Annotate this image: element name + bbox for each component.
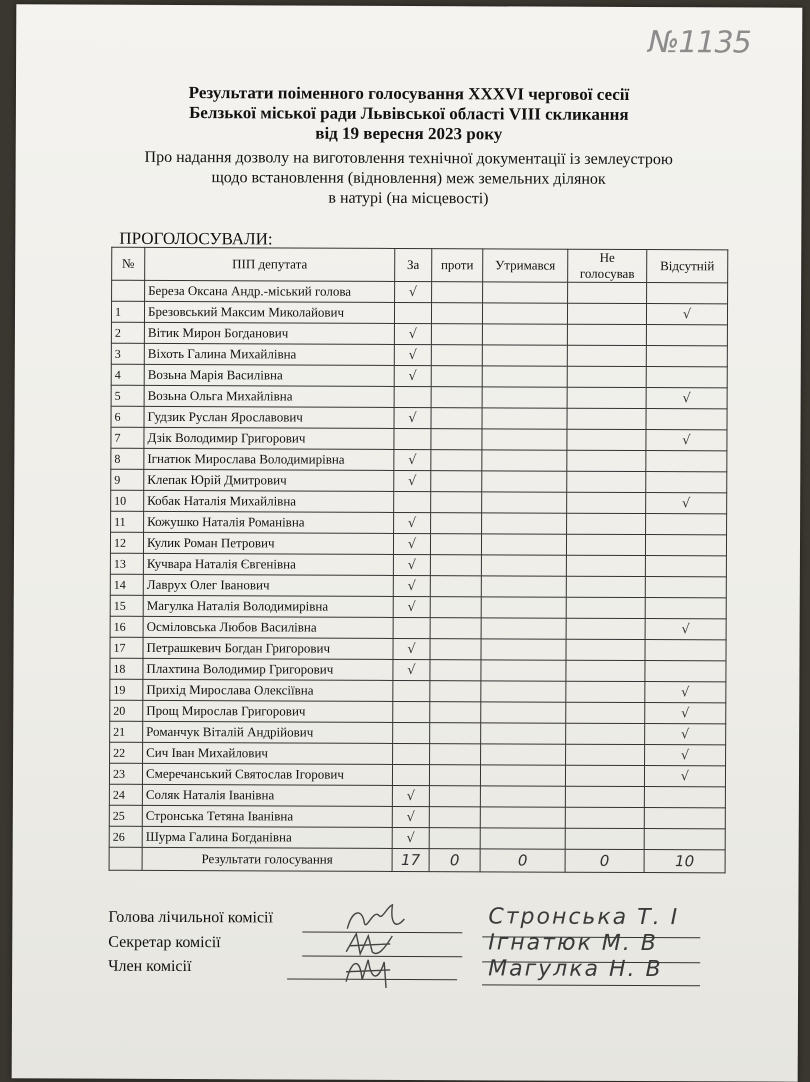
vote-for-cell: √ bbox=[393, 575, 430, 596]
vote-not-voted-cell bbox=[567, 366, 646, 387]
vote-absent-cell bbox=[646, 514, 727, 535]
subject-line: в натурі (на місцевості) bbox=[328, 189, 489, 208]
vote-not-voted-cell bbox=[566, 744, 645, 765]
table-row bbox=[109, 763, 725, 787]
vote-against-cell bbox=[431, 366, 482, 387]
vote-abstained-cell bbox=[482, 387, 567, 408]
vote-not-voted-cell bbox=[566, 576, 645, 597]
deputy-name: Брезовський Максим Миколайович bbox=[144, 301, 394, 323]
vote-for-cell: √ bbox=[393, 659, 430, 680]
vote-abstained-cell bbox=[482, 492, 567, 513]
row-number: 20 bbox=[110, 700, 143, 721]
vote-abstained-cell bbox=[482, 408, 567, 429]
table-row bbox=[110, 700, 726, 724]
signature-role: Голова лічильної комісії bbox=[108, 908, 274, 927]
vote-not-voted-cell bbox=[567, 303, 646, 324]
vote-absent-cell bbox=[646, 325, 727, 346]
row-number: 10 bbox=[111, 490, 144, 511]
vote-against-cell bbox=[430, 534, 481, 555]
table-row bbox=[111, 322, 727, 346]
table-row bbox=[110, 532, 726, 556]
row-number: 15 bbox=[110, 595, 143, 616]
vote-abstained-cell bbox=[481, 555, 566, 576]
vote-abstained-cell bbox=[481, 618, 566, 639]
deputy-name: Кулик Роман Петрович bbox=[143, 532, 393, 554]
vote-against-cell bbox=[431, 345, 482, 366]
vote-absent-cell bbox=[647, 283, 728, 304]
vote-not-voted-cell bbox=[567, 324, 646, 345]
vote-absent-cell: √ bbox=[644, 766, 725, 787]
vote-abstained-cell bbox=[482, 450, 567, 471]
table-row bbox=[111, 301, 727, 325]
result-abstained: 0 bbox=[480, 849, 565, 872]
vote-against-cell bbox=[431, 387, 482, 408]
vote-absent-cell bbox=[644, 829, 725, 850]
deputy-name: Кожушко Наталія Романівна bbox=[144, 511, 394, 533]
table-row bbox=[110, 721, 726, 745]
vote-absent-cell: √ bbox=[645, 682, 726, 703]
vote-abstained-cell bbox=[480, 828, 565, 849]
vote-against-cell bbox=[430, 702, 481, 723]
vote-against-cell bbox=[431, 513, 482, 534]
col-not-voted: Не голосував bbox=[568, 249, 647, 282]
vote-absent-cell: √ bbox=[646, 493, 727, 514]
vote-abstained-cell bbox=[482, 429, 567, 450]
row-number: 21 bbox=[110, 721, 143, 742]
vote-not-voted-cell bbox=[566, 702, 645, 723]
table-row bbox=[111, 427, 727, 451]
table-row bbox=[110, 658, 726, 682]
vote-not-voted-cell bbox=[565, 807, 644, 828]
table-row bbox=[112, 280, 728, 304]
table-row bbox=[111, 469, 727, 493]
row-number: 5 bbox=[111, 385, 144, 406]
table-header-row bbox=[112, 247, 728, 283]
vote-for-cell bbox=[393, 722, 430, 743]
vote-absent-cell bbox=[645, 598, 726, 619]
vote-abstained-cell bbox=[482, 471, 567, 492]
vote-abstained-cell bbox=[480, 786, 565, 807]
vote-against-cell bbox=[429, 786, 480, 807]
vote-against-cell bbox=[431, 450, 482, 471]
table-row bbox=[110, 679, 726, 703]
vote-for-cell: √ bbox=[394, 449, 431, 470]
results-num-cell bbox=[109, 847, 142, 870]
signature-name: Ігнатюк М. В bbox=[488, 930, 658, 957]
vote-against-cell bbox=[430, 744, 481, 765]
vote-for-cell: √ bbox=[395, 281, 432, 302]
vote-abstained-cell bbox=[482, 513, 567, 534]
vote-not-voted-cell bbox=[566, 639, 645, 660]
deputy-name: Кобак Наталія Михайлівна bbox=[144, 490, 394, 512]
vote-for-cell: √ bbox=[392, 827, 429, 848]
col-absent: Відсутній bbox=[647, 250, 728, 283]
table-row bbox=[111, 343, 727, 367]
deputy-name: Ігнатюк Мирослава Володимирівна bbox=[144, 448, 394, 470]
table-row bbox=[111, 511, 727, 535]
vote-against-cell bbox=[431, 471, 482, 492]
row-number bbox=[112, 280, 145, 301]
title-line: Белзької міської ради Львівської області VIII скликання bbox=[189, 103, 629, 124]
vote-not-voted-cell bbox=[567, 345, 646, 366]
vote-against-cell bbox=[431, 324, 482, 345]
vote-absent-cell bbox=[646, 451, 727, 472]
table-row bbox=[111, 385, 727, 409]
subject-line: щодо встановлення (відновлення) меж земельних ділянок bbox=[211, 169, 606, 188]
row-number: 16 bbox=[110, 616, 143, 637]
table-row bbox=[111, 406, 727, 430]
vote-not-voted-cell bbox=[567, 408, 646, 429]
table-row bbox=[109, 826, 725, 850]
subject-line: Про надання дозволу на виготовлення технічної документації із землеустрою bbox=[144, 148, 673, 169]
signature-name: Магулка Н. В bbox=[488, 956, 663, 983]
vote-for-cell: √ bbox=[392, 806, 429, 827]
deputy-name: Возьна Ольга Михайлівна bbox=[144, 385, 394, 407]
deputy-name: Лаврух Олег Іванович bbox=[143, 574, 393, 596]
vote-against-cell bbox=[430, 576, 481, 597]
deputy-name: Вітик Мирон Богданович bbox=[144, 322, 394, 344]
vote-against-cell bbox=[430, 723, 481, 744]
vote-not-voted-cell bbox=[567, 492, 646, 513]
vote-absent-cell bbox=[645, 640, 726, 661]
vote-for-cell bbox=[394, 491, 431, 512]
vote-absent-cell bbox=[646, 472, 727, 493]
table-row bbox=[110, 574, 726, 598]
col-abstained: Утримався bbox=[483, 249, 568, 282]
vote-for-cell: √ bbox=[394, 512, 431, 533]
vote-for-cell: √ bbox=[394, 407, 431, 428]
vote-abstained-cell bbox=[483, 282, 568, 303]
result-not-voted: 0 bbox=[565, 849, 644, 872]
vote-absent-cell: √ bbox=[645, 724, 726, 745]
vote-absent-cell bbox=[645, 556, 726, 577]
vote-for-cell bbox=[393, 617, 430, 638]
row-number: 7 bbox=[111, 427, 144, 448]
document-number: №1135 bbox=[648, 25, 751, 61]
table-row bbox=[110, 637, 726, 661]
vote-absent-cell bbox=[645, 535, 726, 556]
vote-against-cell bbox=[432, 282, 483, 303]
deputy-name: Віхоть Галина Михайлівна bbox=[144, 343, 394, 365]
vote-for-cell: √ bbox=[394, 470, 431, 491]
deputy-name: Романчук Віталій Андрійович bbox=[143, 721, 393, 743]
vote-abstained-cell bbox=[481, 702, 566, 723]
vote-not-voted-cell bbox=[568, 282, 647, 303]
table-row bbox=[110, 616, 726, 640]
vote-against-cell bbox=[430, 660, 481, 681]
vote-for-cell: √ bbox=[394, 365, 431, 386]
vote-abstained-cell bbox=[481, 576, 566, 597]
title-line: від 19 вересня 2023 року bbox=[315, 123, 503, 144]
vote-for-cell: √ bbox=[392, 785, 429, 806]
deputy-name: Смеречанський Святослав Ігорович bbox=[142, 763, 392, 785]
vote-for-cell: √ bbox=[394, 323, 431, 344]
vote-against-cell bbox=[430, 639, 481, 660]
col-against: проти bbox=[432, 249, 483, 282]
vote-abstained-cell bbox=[480, 807, 565, 828]
table-row bbox=[111, 490, 727, 514]
vote-absent-cell: √ bbox=[645, 745, 726, 766]
table-row bbox=[110, 742, 726, 766]
vote-not-voted-cell bbox=[566, 555, 645, 576]
col-number: № bbox=[112, 247, 145, 280]
row-number: 26 bbox=[109, 826, 142, 847]
deputy-name: Осміловська Любов Василівна bbox=[143, 616, 393, 638]
vote-absent-cell bbox=[646, 346, 727, 367]
row-number: 12 bbox=[110, 532, 143, 553]
vote-not-voted-cell bbox=[567, 513, 646, 534]
vote-absent-cell bbox=[644, 808, 725, 829]
col-for: За bbox=[395, 248, 432, 281]
deputy-name: Клепак Юрій Дмитрович bbox=[144, 469, 394, 491]
document-title bbox=[16, 82, 802, 145]
vote-against-cell bbox=[430, 618, 481, 639]
deputy-name: Петрашкевич Богдан Григорович bbox=[143, 637, 393, 659]
vote-not-voted-cell bbox=[567, 387, 646, 408]
row-number: 11 bbox=[111, 511, 144, 532]
row-number: 19 bbox=[110, 679, 143, 700]
deputy-name: Плахтина Володимир Григорович bbox=[143, 658, 393, 680]
row-number: 22 bbox=[110, 742, 143, 763]
result-absent: 10 bbox=[644, 850, 725, 873]
vote-abstained-cell bbox=[482, 345, 567, 366]
vote-for-cell: √ bbox=[393, 638, 430, 659]
vote-absent-cell: √ bbox=[645, 619, 726, 640]
results-row bbox=[109, 847, 725, 873]
vote-against-cell bbox=[429, 807, 480, 828]
vote-not-voted-cell bbox=[565, 828, 644, 849]
row-number: 8 bbox=[111, 448, 144, 469]
vote-against-cell bbox=[431, 408, 482, 429]
vote-against-cell bbox=[431, 492, 482, 513]
document-subject bbox=[15, 147, 801, 210]
voted-label: ПРОГОЛОСУВАЛИ: bbox=[119, 228, 273, 249]
vote-abstained-cell bbox=[482, 366, 567, 387]
deputy-name: Сич Іван Михайлович bbox=[143, 742, 393, 764]
vote-absent-cell: √ bbox=[646, 304, 727, 325]
vote-absent-cell: √ bbox=[646, 430, 727, 451]
vote-absent-cell bbox=[646, 409, 727, 430]
col-name: ПІП депутата bbox=[145, 247, 395, 281]
ballot-sheet bbox=[12, 4, 803, 1081]
deputy-name: Кучвара Наталія Євгенівна bbox=[143, 553, 393, 575]
vote-for-cell bbox=[393, 743, 430, 764]
vote-against-cell bbox=[431, 429, 482, 450]
vote-absent-cell bbox=[644, 787, 725, 808]
table-row bbox=[111, 364, 727, 388]
vote-absent-cell: √ bbox=[645, 703, 726, 724]
vote-not-voted-cell bbox=[566, 660, 645, 681]
row-number: 25 bbox=[109, 805, 142, 826]
table-row bbox=[109, 805, 725, 829]
deputy-name: Соляк Наталія Іванівна bbox=[142, 784, 392, 806]
row-number: 23 bbox=[109, 763, 142, 784]
table-row bbox=[111, 448, 727, 472]
vote-not-voted-cell bbox=[566, 618, 645, 639]
deputy-name: Дзік Володимир Григорович bbox=[144, 427, 394, 449]
deputy-name: Береза Оксана Андр.-міський голова bbox=[145, 280, 395, 302]
vote-abstained-cell bbox=[481, 660, 566, 681]
row-number: 1 bbox=[111, 301, 144, 322]
vote-for-cell: √ bbox=[394, 344, 431, 365]
deputy-name: Возьна Марія Василівна bbox=[144, 364, 394, 386]
row-number: 9 bbox=[111, 469, 144, 490]
vote-for-cell bbox=[394, 428, 431, 449]
vote-for-cell bbox=[393, 680, 430, 701]
vote-abstained-cell bbox=[481, 681, 566, 702]
vote-absent-cell bbox=[645, 577, 726, 598]
vote-for-cell bbox=[394, 302, 431, 323]
row-number: 4 bbox=[111, 364, 144, 385]
row-number: 17 bbox=[110, 637, 143, 658]
vote-not-voted-cell bbox=[567, 429, 646, 450]
votes-table-body bbox=[109, 280, 727, 850]
vote-not-voted-cell bbox=[566, 597, 645, 618]
vote-against-cell bbox=[429, 765, 480, 786]
vote-for-cell: √ bbox=[393, 554, 430, 575]
signature-role: Член комісії bbox=[108, 957, 192, 976]
vote-abstained-cell bbox=[481, 597, 566, 618]
vote-for-cell bbox=[393, 701, 430, 722]
handwritten-signature bbox=[340, 952, 400, 992]
vote-against-cell bbox=[430, 555, 481, 576]
vote-for-cell: √ bbox=[393, 533, 430, 554]
deputy-name: Стронська Тетяна Іванівна bbox=[142, 805, 392, 827]
vote-abstained-cell bbox=[481, 744, 566, 765]
row-number: 14 bbox=[110, 574, 143, 595]
vote-abstained-cell bbox=[481, 723, 566, 744]
signature-name: Стронська Т. І bbox=[488, 904, 680, 931]
vote-abstained-cell bbox=[481, 639, 566, 660]
vote-absent-cell bbox=[646, 367, 727, 388]
row-number: 13 bbox=[110, 553, 143, 574]
vote-absent-cell bbox=[645, 661, 726, 682]
table-row bbox=[110, 595, 726, 619]
vote-against-cell bbox=[430, 597, 481, 618]
vote-not-voted-cell bbox=[566, 723, 645, 744]
vote-for-cell: √ bbox=[393, 596, 430, 617]
signature-role: Секретар комісії bbox=[108, 933, 221, 952]
row-number: 24 bbox=[109, 784, 142, 805]
deputy-name: Магулка Наталія Володимирівна bbox=[143, 595, 393, 617]
deputy-name: Шурма Галина Богданівна bbox=[142, 826, 392, 848]
vote-against-cell bbox=[429, 828, 480, 849]
table-row bbox=[110, 553, 726, 577]
vote-against-cell bbox=[430, 681, 481, 702]
vote-not-voted-cell bbox=[566, 534, 645, 555]
vote-abstained-cell bbox=[482, 303, 567, 324]
vote-absent-cell: √ bbox=[646, 388, 727, 409]
deputy-name: Прихід Мирослава Олексіївна bbox=[143, 679, 393, 701]
row-number: 18 bbox=[110, 658, 143, 679]
vote-abstained-cell bbox=[481, 534, 566, 555]
vote-not-voted-cell bbox=[566, 681, 645, 702]
vote-against-cell bbox=[431, 303, 482, 324]
deputy-name: Гудзик Руслан Ярославович bbox=[144, 406, 394, 428]
row-number: 2 bbox=[111, 322, 144, 343]
vote-abstained-cell bbox=[480, 765, 565, 786]
vote-not-voted-cell bbox=[565, 786, 644, 807]
row-number: 3 bbox=[111, 343, 144, 364]
votes-table bbox=[109, 247, 729, 874]
title-line: Результати поіменного голосування XXXVI чергової сесії bbox=[188, 83, 630, 104]
table-row bbox=[109, 784, 725, 808]
results-label: Результати голосування bbox=[142, 847, 392, 871]
row-number: 6 bbox=[111, 406, 144, 427]
vote-not-voted-cell bbox=[567, 450, 646, 471]
result-for: 17 bbox=[392, 848, 429, 871]
vote-for-cell bbox=[392, 764, 429, 785]
vote-not-voted-cell bbox=[567, 471, 646, 492]
result-against: 0 bbox=[429, 849, 480, 872]
vote-not-voted-cell bbox=[565, 765, 644, 786]
vote-abstained-cell bbox=[482, 324, 567, 345]
signature-name-line bbox=[482, 984, 700, 986]
vote-for-cell bbox=[394, 386, 431, 407]
deputy-name: Прощ Мирослав Григорович bbox=[143, 700, 393, 722]
